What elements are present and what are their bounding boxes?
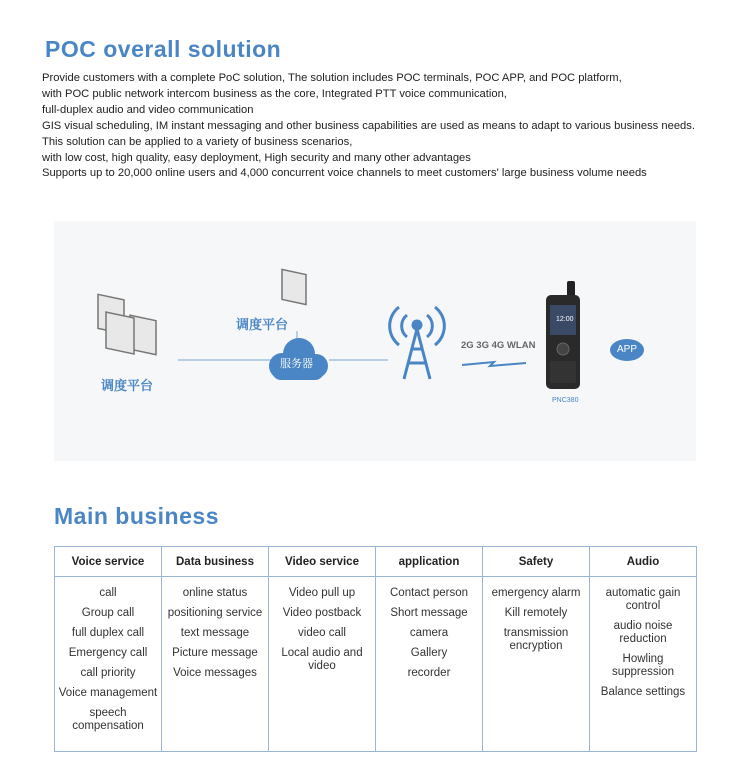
business-item: audio noise reduction <box>613 620 673 645</box>
business-item: speech compensation <box>72 707 144 732</box>
column-body <box>590 577 696 706</box>
column-header: application <box>376 547 482 577</box>
column-body <box>55 577 161 740</box>
business-item: Howling suppression <box>611 653 674 678</box>
column-header: Audio <box>590 547 696 577</box>
app-label: APP <box>617 344 638 355</box>
business-item: call <box>99 587 117 599</box>
intro-line: This solution can be applied to a variety of business scenarios, <box>42 135 353 148</box>
business-item: Picture message <box>172 647 258 659</box>
business-item: Short message <box>390 607 468 619</box>
business-item: camera <box>409 627 449 639</box>
dispatch-platform-label: 调度平台 <box>101 378 154 393</box>
business-table <box>54 546 697 752</box>
monitor-group-icon <box>98 294 156 354</box>
tower-icon <box>390 307 445 379</box>
column-header: Safety <box>483 547 589 577</box>
business-item: recorder <box>407 667 451 679</box>
column-body <box>269 577 375 680</box>
business-item: call priority <box>80 667 136 679</box>
business-column <box>55 547 162 751</box>
network-diagram <box>54 221 696 461</box>
business-item: video call <box>298 627 346 639</box>
business-item: Local audio and video <box>281 647 363 672</box>
phone-time: 12:00 <box>556 316 574 323</box>
business-item: Gallery <box>410 647 448 659</box>
diagram-graphics <box>54 221 696 461</box>
dispatch-platform-label: 调度平台 <box>236 317 289 332</box>
intro-line: Supports up to 20,000 online users and 4,000 concurrent voice channels to meet customers' large business volume needs <box>42 167 647 180</box>
column-body <box>376 577 482 687</box>
intro-line: Provide customers with a complete PoC solution, The solution includes POC terminals, POC APP, and POC platform, <box>42 72 622 84</box>
business-column <box>376 547 483 751</box>
wireless-link-icon <box>462 362 526 366</box>
business-item: Emergency call <box>68 647 148 659</box>
intro-text <box>42 71 695 182</box>
business-item: Balance settings <box>600 686 686 698</box>
business-item: Contact person <box>390 587 468 599</box>
business-item: Voice management <box>58 687 158 699</box>
business-item: automatic gain control <box>605 587 681 612</box>
business-item: Kill remotely <box>504 607 568 619</box>
intro-line: with POC public network intercom business as the core, Integrated PTT voice communication, <box>42 87 507 100</box>
business-item: Video pull up <box>288 587 356 599</box>
business-item: online status <box>182 587 248 599</box>
business-item: Voice messages <box>173 667 257 679</box>
phone-icon <box>546 281 580 389</box>
monitor-icon <box>282 269 306 304</box>
intro-line: GIS visual scheduling, IM instant messaging and other business capabilities are used as means to adapt to various business needs. <box>42 119 695 132</box>
column-body <box>483 577 589 660</box>
column-header: Video service <box>269 547 375 577</box>
column-header: Data business <box>162 547 268 577</box>
business-item: text message <box>180 627 250 639</box>
business-item: positioning service <box>167 607 263 619</box>
column-body <box>162 577 268 687</box>
network-types-label: 2G 3G 4G WLAN <box>461 340 536 351</box>
business-column <box>162 547 269 751</box>
main-business-title: Main business <box>54 503 219 529</box>
business-item: Group call <box>81 607 135 619</box>
server-label: 服务器 <box>280 358 313 370</box>
overall-solution-title: POC overall solution <box>45 36 282 62</box>
business-item: transmission encryption <box>503 627 569 652</box>
business-column <box>269 547 376 751</box>
business-column <box>483 547 590 751</box>
business-column <box>590 547 696 751</box>
business-item: full duplex call <box>71 627 145 639</box>
column-header: Voice service <box>55 547 161 577</box>
intro-line: with low cost, high quality, easy deployment, High security and many other advantages <box>42 151 471 164</box>
business-item: emergency alarm <box>491 587 581 599</box>
intro-line: full-duplex audio and video communication <box>42 103 254 116</box>
business-item: Video postback <box>282 607 362 619</box>
device-model-label: PNC380 <box>552 397 579 404</box>
